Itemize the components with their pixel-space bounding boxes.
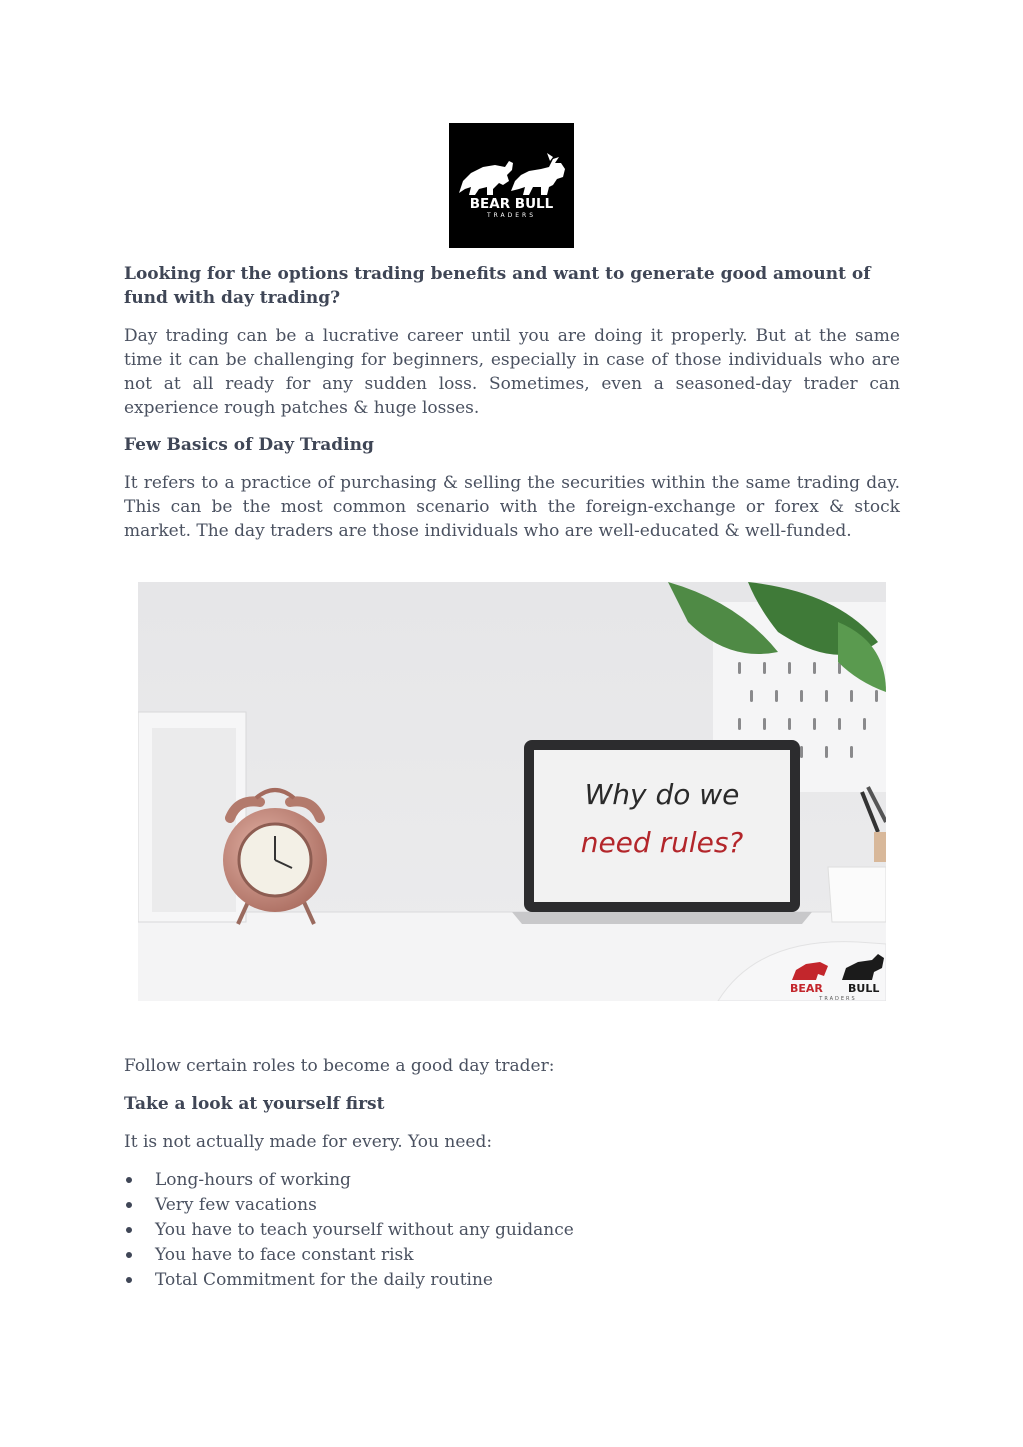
watermark-word-bull: BULL <box>848 982 880 995</box>
list-item: Very few vacations <box>124 1193 900 1218</box>
list-item: You have to teach yourself without any guidance <box>124 1218 900 1243</box>
logo-word-bear: BEAR <box>469 196 511 212</box>
screen-text-line2: need rules? <box>580 826 744 859</box>
laptop-icon <box>512 740 812 924</box>
bullet-icon <box>126 1202 132 1208</box>
desk-photo <box>138 582 886 1001</box>
bullet-icon <box>126 1177 132 1183</box>
intro-section <box>124 262 900 420</box>
rules-heading: Take a look at yourself first <box>124 1094 385 1114</box>
requirements-list <box>124 1168 900 1293</box>
rules-section <box>124 1054 900 1293</box>
intro-heading: Looking for the options trading benefits and want to generate good amount of fund with day trading? <box>124 264 871 308</box>
svg-text:BEAR BULL <box>470 196 554 212</box>
bullet-icon <box>126 1252 132 1258</box>
basics-section <box>124 433 900 543</box>
bullet-icon <box>126 1277 132 1283</box>
bear-bull-logo-icon <box>449 123 574 248</box>
bullet-icon <box>126 1227 132 1233</box>
logo-word-bull: BULL <box>514 196 554 212</box>
list-item: You have to face constant risk <box>124 1243 900 1268</box>
logo-tagline: TRADERS <box>486 212 537 219</box>
basics-heading: Few Basics of Day Trading <box>124 435 374 455</box>
rules-lead: Follow certain roles to become a good day trader: <box>124 1056 555 1076</box>
intro-paragraph: Day trading can be a lucrative career until you are doing it properly. But at the same time it can be challenging for beginners, especially in case of those individuals who are not at all ready for any sudden loss. Sometimes, even a seasoned-day trader can experience rough patches & huge losses. <box>124 326 900 418</box>
list-item: Total Commitment for the daily routine <box>124 1268 900 1293</box>
screen-text-line1: Why do we <box>584 778 740 811</box>
watermark-word-bear: BEAR <box>790 982 823 995</box>
list-item: Long-hours of working <box>124 1168 900 1193</box>
brand-logo <box>449 123 574 248</box>
rules-intro: It is not actually made for every. You need: <box>124 1132 493 1152</box>
basics-paragraph: It refers to a practice of purchasing & selling the securities within the same trading day. This can be the most common scenario with the foreign-exchange or forex & stock market. The day traders are those individuals who are well-educated & well-funded. <box>124 473 900 541</box>
watermark-tagline: TRADERS <box>819 996 857 1001</box>
